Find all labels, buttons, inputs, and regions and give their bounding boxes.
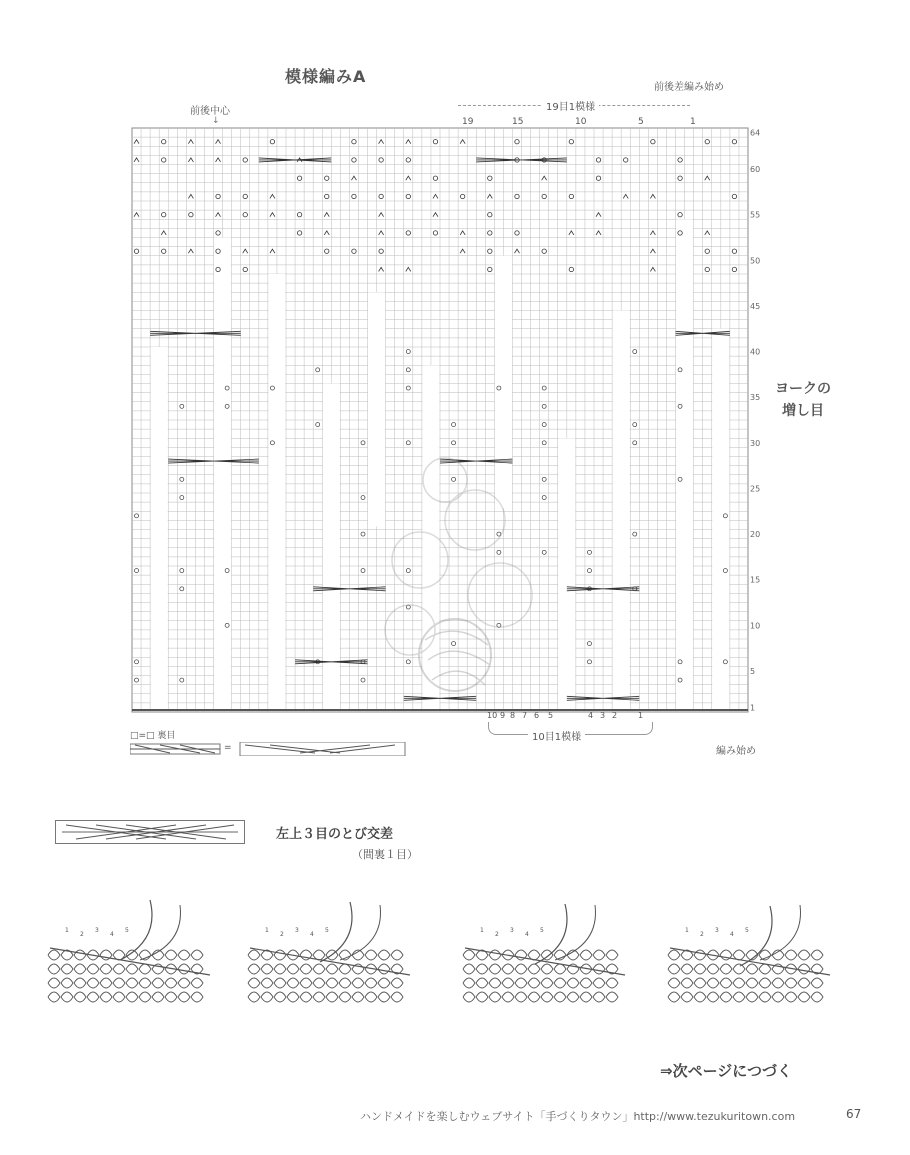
stitch-number: 3 [510,927,514,934]
row-number: 55 [750,210,761,220]
start-bottom-label: 編み始め [716,746,756,757]
stitch-number: 3 [715,927,719,934]
row-number: 1 [750,703,756,713]
knitting-illustrations [0,890,910,1030]
row-number: 45 [750,301,761,311]
yoke-label-line2: 増し目 [782,403,824,419]
stitch-number: 2 [80,931,84,938]
legend-equals: = [224,743,232,753]
row-number: 5 [750,666,756,676]
stitch-number: 1 [480,927,484,934]
start-top-label: 前後差編み始め [654,82,724,93]
top-column-numbers [462,117,696,127]
row-number: 64 [750,128,761,138]
stitch-number: 3 [295,927,299,934]
bottom-col-number: 3 [600,711,606,720]
row-number: 20 [750,530,761,540]
page-number: 67 [846,1107,862,1121]
repeat-10-indicator [488,722,653,742]
top-col-number: 19 [462,117,474,127]
stitch-number: 5 [325,927,329,934]
illustration-step-1 [48,900,210,1002]
top-col-number: 15 [512,117,524,127]
bottom-col-number: 8 [510,711,516,720]
top-col-number: 1 [690,117,696,127]
bottom-col-number: 4 [588,711,594,720]
stitch-number: 1 [65,927,69,934]
yoke-increase-label [768,378,838,422]
row-number: 30 [750,438,761,448]
bottom-col-number: 2 [612,711,618,720]
legend-purl: □=□ 裏目 [130,731,176,741]
footer-text: ハンドメイドを楽しむウェブサイト「手づくりタウン」http://www.tezukuritown.com [360,1110,796,1123]
illustration-step-3 [463,904,625,1002]
bottom-col-number: 1 [638,711,644,720]
top-col-number: 5 [638,117,644,127]
row-numbers [750,129,760,713]
center-label: 前後中心 [190,106,230,117]
row-number: 40 [750,347,761,357]
stitch-number: 4 [310,931,314,938]
row-number: 35 [750,393,761,403]
row-number: 60 [750,165,761,175]
bottom-col-number: 7 [522,711,528,720]
stitch-number: 3 [95,927,99,934]
bottom-col-number: 9 [500,711,506,720]
illustration-step-4 [668,905,830,1002]
yoke-label-line1: ヨークの [775,381,831,397]
stitch-number: 2 [495,931,499,938]
legend-cross-symbols-icon [130,742,410,756]
bottom-col-number: 6 [534,711,540,720]
continue-next-page: ⇒次ページにつづく [660,1062,792,1080]
stitch-number: 4 [730,931,734,938]
stitch-number: 5 [125,927,129,934]
legend-cross [130,742,410,756]
repeat-19-label: 19目1模様 [542,98,599,113]
bottom-col-number: 10 [487,711,498,720]
repeat-10-label: 10目1模様 [528,728,585,743]
cross-symbol-icon [56,821,244,843]
stitch-number: 5 [745,927,749,934]
stitch-number: 2 [700,931,704,938]
bottom-col-number: 5 [548,711,554,720]
stitch-number: 5 [540,927,544,934]
stitch-number: 4 [525,931,529,938]
cross-title: 左上３目のとび交差 [276,827,394,842]
cross-subtitle: （間裏１目） [352,848,418,861]
row-number: 25 [750,484,761,494]
row-number: 15 [750,575,761,585]
center-arrow-icon: ↓ [212,116,220,126]
stitch-number: 4 [110,931,114,938]
row-number: 50 [750,256,761,266]
stitch-number: 2 [280,931,284,938]
top-col-number: 10 [575,117,587,127]
illustration-step-2 [248,902,410,1002]
cross-symbol-box [55,820,245,844]
stitch-number: 1 [685,927,689,934]
step-illustrations [48,900,830,1002]
row-number: 10 [750,621,761,631]
stitch-number: 1 [265,927,269,934]
chart-title: 模様編みA [285,67,367,86]
